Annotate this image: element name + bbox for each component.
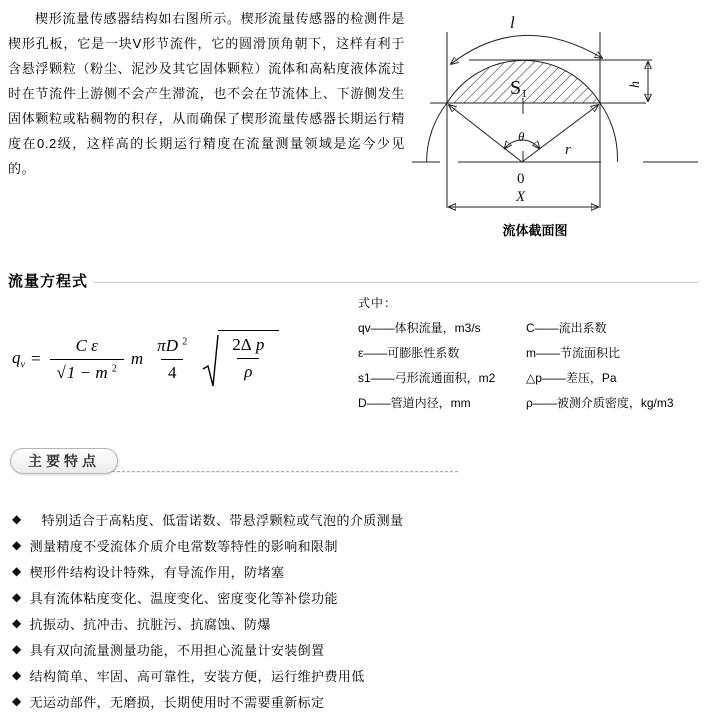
factor-m: m bbox=[130, 349, 144, 368]
where-label: 式中： bbox=[358, 296, 398, 310]
definition-left: qv——体积流量，m3/s bbox=[358, 321, 481, 335]
flow-equation-section-header bbox=[8, 270, 698, 291]
circle-right-arc bbox=[600, 103, 617, 162]
features-list bbox=[12, 506, 572, 713]
diamond-bullet-icon: ◆ bbox=[12, 694, 22, 708]
features-badge: 主要特点 bbox=[10, 448, 118, 474]
features-rule bbox=[112, 471, 458, 472]
header-rule bbox=[94, 282, 698, 283]
feature-item: ◆ 无运动部件，无磨损，长期使用时不需要重新标定 bbox=[12, 694, 325, 710]
definition-left: D——管道内径，mm bbox=[358, 396, 471, 410]
label-segment-area: S1 bbox=[510, 77, 528, 100]
diamond-bullet-icon: ◆ bbox=[12, 590, 22, 604]
flow-equation-formula bbox=[12, 320, 279, 398]
label-arc-length: l bbox=[510, 13, 515, 32]
definition-right: C——流出系数 bbox=[526, 321, 607, 335]
formula-lhs: $q_v$ bbox=[12, 347, 25, 371]
label-height: h bbox=[628, 81, 643, 88]
definition-right: m——节流面积比 bbox=[526, 346, 620, 360]
square-root-term bbox=[202, 330, 279, 388]
radius-line-left bbox=[449, 105, 522, 162]
diamond-bullet-icon: ◆ bbox=[12, 616, 22, 630]
feature-item: ◆ 特别适合于高粘度、低雷诺数、带悬浮颗粒或气泡的介质测量 bbox=[12, 512, 404, 528]
label-width: X bbox=[516, 189, 526, 205]
diagram-caption: 流体截面图 bbox=[502, 223, 568, 238]
fraction-coefficient: $\frac{\text{C ε}}{√1 - m ^2}$ bbox=[50, 336, 124, 383]
diamond-bullet-icon: ◆ bbox=[12, 538, 22, 552]
label-center-point: 0 bbox=[517, 171, 525, 187]
definition-right: ρ——被测介质密度，kg/m3 bbox=[526, 396, 674, 410]
diamond-bullet-icon: ◆ bbox=[12, 668, 22, 682]
feature-item: ◆ 结构简单、牢固、高可靠性，安装方便，运行维护费用低 bbox=[12, 668, 365, 684]
definition-left: s1——弓形流通面积，m2 bbox=[358, 371, 496, 385]
feature-item: ◆ 抗振动、抗冲击、抗脏污、抗腐蚀、防爆 bbox=[12, 616, 271, 632]
diamond-bullet-icon: ◆ bbox=[12, 512, 22, 526]
feature-item: ◆ 具有流体粘度变化、温度变化、密度变化等补偿功能 bbox=[12, 590, 338, 606]
diamond-bullet-icon: ◆ bbox=[12, 642, 22, 656]
feature-item: ◆ 具有双向流量测量功能，不用担心流量计安装倒置 bbox=[12, 642, 325, 658]
label-radius: r bbox=[565, 142, 571, 158]
variable-definitions bbox=[358, 291, 702, 416]
fluid-cross-section-diagram bbox=[406, 2, 704, 242]
definition-right: △p——差压，Pa bbox=[526, 371, 617, 385]
intro-paragraph: 楔形流量传感器结构如右图所示。楔形流量传感器的检测件是楔形孔板，它是一块V形节流件，它的圆滑顶角朝下，这样有利于含悬浮颗粒（粉尘、泥沙及其它固体颗粒）流体和高粘度液体流过时在节流件上游侧不会产生滞流，也不会在节流体上、下游侧发生固体颗粒或粘稠物的积存，从而确保了楔形流量传感器长期运行精度在0.2级，这样高的长期运行精度在流量测量领域是迄今少见的。 bbox=[8, 11, 405, 176]
diamond-bullet-icon: ◆ bbox=[12, 564, 22, 578]
definitions-grid bbox=[358, 316, 702, 416]
fraction-pressure-density: $\frac{\text{2Δ p}}{\rho}$ bbox=[232, 335, 265, 381]
circle-left-arc bbox=[427, 103, 447, 162]
radius-line-right bbox=[522, 105, 598, 162]
radical-sign bbox=[202, 334, 219, 388]
section-title: 流量方程式 bbox=[8, 273, 89, 290]
feature-item: ◆ 楔形件结构设计特殊，有导流作用，防堵塞 bbox=[12, 564, 285, 580]
label-angle: θ bbox=[518, 129, 525, 144]
fraction-pipe-area: $\frac{\pi D ^2}{4}$ bbox=[157, 335, 188, 382]
feature-item: ◆ 测量精度不受流体介质介电常数等特性的影响和限制 bbox=[12, 538, 338, 554]
equals-sign: = bbox=[30, 349, 41, 368]
definition-left: ε——可膨胀性系数 bbox=[358, 346, 460, 360]
